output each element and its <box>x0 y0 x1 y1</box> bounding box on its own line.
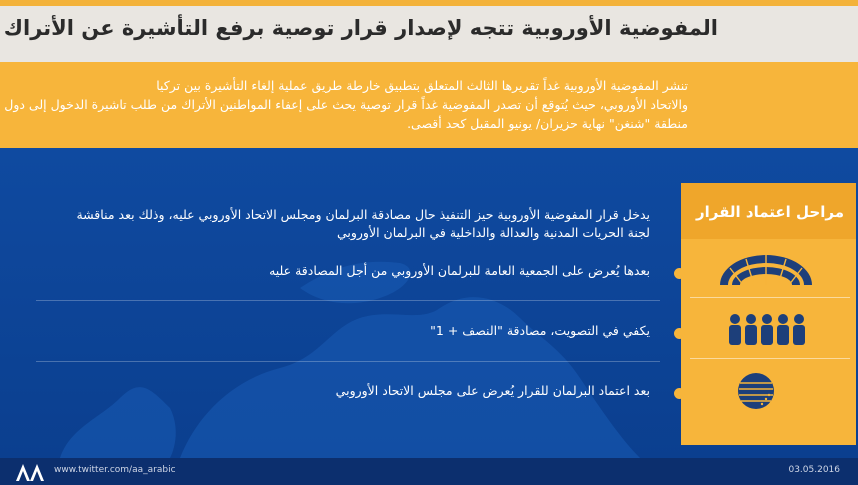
page-title: المفوضية الأوروبية تتجه لإصدار قرار توصية برفع التأشيرة عن الأتراك <box>3 16 718 40</box>
step-4-text: بعد اعتماد البرلمان للقرار يُعرض على مجلس الاتحاد الأوروبي <box>335 383 650 398</box>
row-divider <box>36 300 660 301</box>
step-2 <box>50 262 650 280</box>
footer-date: 03.05.2016 <box>788 465 840 475</box>
stages-panel-header <box>681 183 856 239</box>
step-3 <box>50 322 650 340</box>
step-4-dot <box>674 388 685 399</box>
step-2-text: بعدها يُعرض على الجمعية العامة للبرلمان الأوروبي من أجل المصادقة عليه <box>269 263 650 278</box>
top-accent-line <box>0 0 858 6</box>
intro-line-1: تنشر المفوضية الأوروبية غداً تقريرها الثالث المتعلق بتطبيق خارطة طريق عملية إلغاء التأشيرة بين تركيا <box>156 78 688 93</box>
intro-section <box>0 62 858 148</box>
people-group-icon <box>727 311 807 347</box>
intro-line-2: والاتحاد الأوروبي، حيث يُتوقع أن تصدر المفوضية غداً قرار توصية يحث على إعفاء المواطنين الأتراك من طلب تاشيرة الدخول إلى دول <box>4 97 688 112</box>
panel-divider <box>690 297 850 298</box>
intro-line-3: منطقة "شنغن" نهاية حزيران/ يونيو المقبل كحد أقصى. <box>407 116 688 131</box>
aa-logo <box>14 462 48 482</box>
step-1 <box>50 206 650 242</box>
panel-divider <box>690 358 850 359</box>
stages-panel-title: مراحل اعتماد القرار <box>696 203 844 221</box>
step-3-text: يكفي في التصويت، مصادقة "النصف + 1" <box>430 323 650 338</box>
step-1-line-2: لجنة الحريات المدنية والعدالة والداخلية في البرلمان الأوروبي <box>336 225 650 240</box>
parliament-icon <box>716 253 816 287</box>
step-1-line-1: يدخل قرار المفوضية الأوروبية حيز التنفيذ حال مصادقة البرلمان ومجلس الاتحاد الأوروبي عليه، وذلك بعد مناقشة <box>76 207 650 222</box>
step-3-dot <box>674 328 685 339</box>
title-strip <box>0 0 858 62</box>
row-divider <box>36 361 660 362</box>
step-4 <box>50 382 650 400</box>
council-icon <box>736 371 776 411</box>
footer-url[interactable]: www.twitter.com/aa_arabic <box>54 465 176 475</box>
step-2-dot <box>674 268 685 279</box>
footer <box>0 458 858 485</box>
intro-text <box>0 76 688 133</box>
